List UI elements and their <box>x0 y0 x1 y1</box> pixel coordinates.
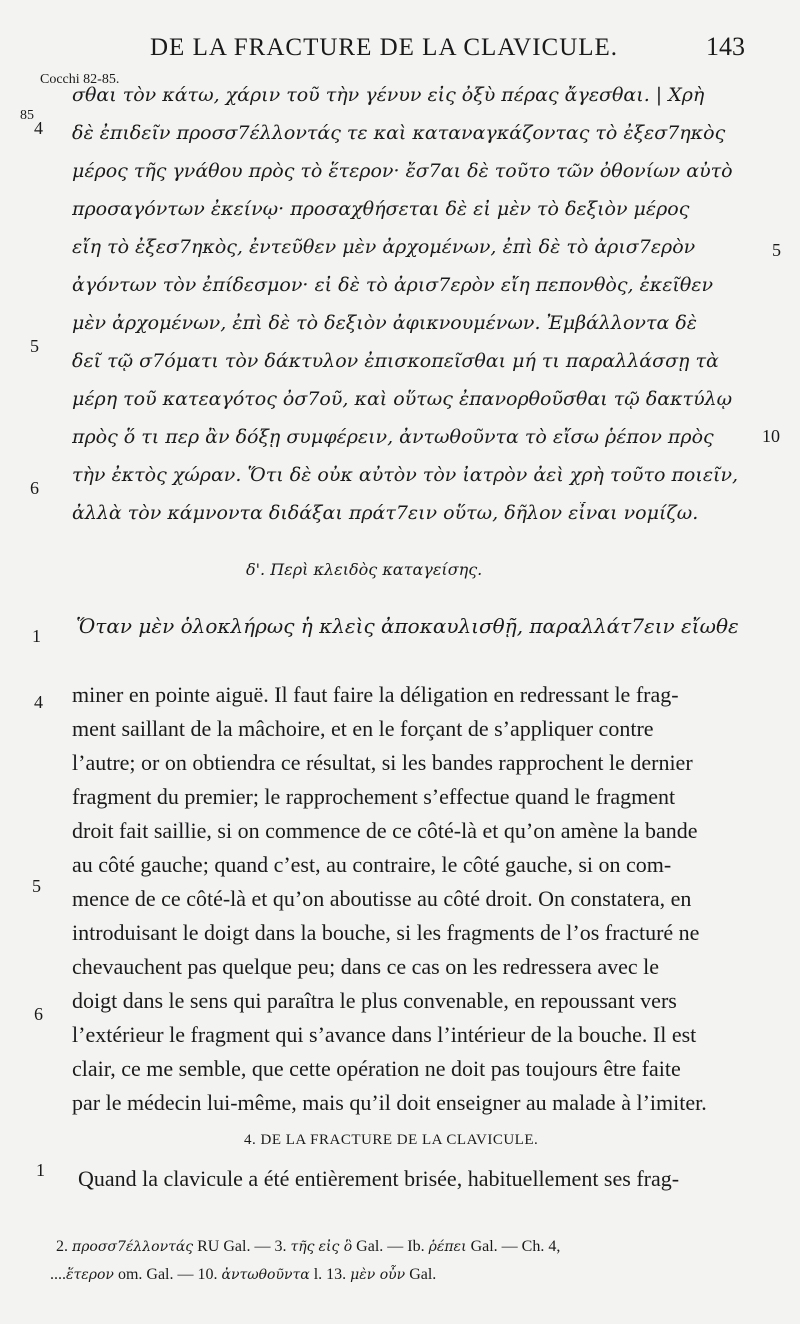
french-text-line: mence de ce côté-là et qu’on aboutisse au côté droit. On constatera, en <box>72 886 692 911</box>
footnote-greek: ῥέπει <box>428 1239 467 1255</box>
french-text-line: introduisant le doigt dans la bouche, si les fragments de l’os fracturé ne <box>72 920 700 945</box>
margin-number: 1 <box>36 1160 45 1180</box>
greek-text-line: δεῖ τῷ σ7όματι τὸν δάκτυλον ἐπισκοπεῖσθαι μή τι παραλλάσσῃ τὰ <box>72 350 719 372</box>
footnote-greek: ἕτερον <box>66 1267 114 1283</box>
french-section-heading: 4. DE LA FRACTURE DE LA CLAVICULE. <box>244 1132 539 1148</box>
margin-number: 85 <box>20 108 34 123</box>
footnote-text: Gal. — Ib. <box>352 1238 429 1255</box>
footnote-text: om. Gal. — 10. <box>113 1266 222 1283</box>
footnote-text: 2. <box>56 1238 72 1255</box>
greek-text-line: μὲν ἀρχομένων, ἐπὶ δὲ τὸ δεξιὸν ἀφικνουμένων. Ἐμβάλλοντα δὲ <box>72 312 697 334</box>
margin-number: 6 <box>30 478 39 498</box>
french-text-line: doigt dans le sens qui paraîtra le plus convenable, en repoussant vers <box>72 988 677 1013</box>
page-number: 143 <box>706 32 745 61</box>
footnote-text: RU Gal. — 3. <box>193 1238 291 1255</box>
footnote-greek: ἀντωθοῦντα <box>221 1267 310 1283</box>
french-text-line: au côté gauche; quand c’est, au contraire, le côté gauche, si on com- <box>72 852 672 877</box>
margin-number: 5 <box>32 876 41 896</box>
greek-text-line: τὴν ἐκτὸς χώραν. Ὅτι δὲ οὐκ αὐτὸν τὸν ἰατρὸν ἀεὶ χρὴ τοῦτο ποιεῖν, <box>72 464 739 486</box>
footnote-greek: προσσ7έλλοντάς <box>72 1239 194 1255</box>
greek-text-line: μέρη τοῦ κατεαγότος ὀσ7οῦ, καὶ οὕτως ἐπανορθοῦσθαι τῷ δακτύλῳ <box>72 388 733 410</box>
french-text-line: Quand la clavicule a été entièrement brisée, habituellement ses frag- <box>78 1166 680 1191</box>
french-text-line: fragment du premier; le rapprochement s’effectue quand le fragment <box>72 784 676 809</box>
footnote-greek: τῆς <box>290 1239 315 1255</box>
greek-text-line: πρὸς ὅ τι περ ἂν δόξῃ συμφέρειν, ἀντωθοῦντα τὸ εἴσω ῥέπον πρὸς <box>72 426 714 448</box>
footnote-text: Gal. — Ch. 4, <box>466 1238 561 1255</box>
greek-text-line: Ὅταν μὲν ὁλοκλήρως ἡ κλεὶς ἀποκαυλισθῇ, παραλλάτ7ειν εἴωθε <box>76 614 739 638</box>
greek-section-heading: δ'. Περὶ κλειδὸς καταγείσης. <box>246 560 483 579</box>
french-text-line: chevauchent pas quelque peu; dans ce cas on les redressera avec le <box>72 954 659 979</box>
running-title: DE LA FRACTURE DE LA CLAVICULE. <box>150 34 619 61</box>
footnote-line <box>50 1266 770 1284</box>
french-text-line: miner en pointe aiguë. Il faut faire la déligation en redressant le frag- <box>72 682 679 707</box>
french-text-line: clair, ce me semble, que cette opération ne doit pas toujours être faite <box>72 1056 681 1081</box>
french-text-line: l’autre; or on obtiendra ce résultat, si les bandes rapprochent le dernier <box>72 750 693 775</box>
greek-text-line: σθαι τὸν κάτω, χάριν τοῦ τὴν γένυν εἰς ὀξὺ πέρας ἄγεσθαι. | Χρὴ <box>72 84 705 106</box>
greek-text-line: προσαγόντων ἐκείνῳ· προσαχθήσεται δὲ εἰ μὲν τὸ δεξιὸν μέρος <box>72 198 690 220</box>
footnote-line <box>56 1238 776 1256</box>
footnote-greek: εἰς ὃ <box>318 1239 353 1255</box>
french-text-line: l’extérieur le fragment qui s’avance dans l’intérieur de la bouche. Il est <box>72 1022 697 1047</box>
french-text-line: ment saillant de la mâchoire, et en le forçant de s’appliquer contre <box>72 716 654 741</box>
margin-number: 4 <box>34 692 43 712</box>
footnote-text: .... <box>50 1266 66 1283</box>
margin-number: 6 <box>34 1004 43 1024</box>
margin-number: 4 <box>34 118 43 138</box>
greek-text-line: εἴη τὸ ἐξεσ7ηκὸς, ἐντεῦθεν μὲν ἀρχομένων, ἐπὶ δὲ τὸ ἀρισ7ερὸν <box>72 236 696 258</box>
footnote-text: Gal. <box>405 1266 437 1283</box>
greek-text-line: μέρος τῆς γνάθου πρὸς τὸ ἕτερον· ἔσ7αι δὲ τοῦτο τῶν ὀθονίων αὐτὸ <box>72 160 733 182</box>
greek-text-line: ἀλλὰ τὸν κάμνοντα διδάξαι πράτ7ειν οὕτω, δῆλον εἶναι νομίζω. <box>72 502 699 524</box>
greek-text-line: ἀγόντων τὸν ἐπίδεσμον· εἰ δὲ τὸ ἀρισ7ερὸν εἴη πεπονθὸς, ἐκεῖθεν <box>72 274 714 296</box>
margin-number: 1 <box>32 626 41 646</box>
cocchi-reference: Cocchi 82-85. <box>40 72 120 87</box>
greek-text-line: δὲ ἐπιδεῖν προσσ7έλλοντάς τε καὶ καταναγκάζοντας τὸ ἐξεσ7ηκὸς <box>72 122 726 144</box>
footnote-text: l. 13. <box>309 1266 351 1283</box>
margin-number: 10 <box>762 426 780 446</box>
margin-number: 5 <box>30 336 39 356</box>
french-text-line: par le médecin lui-même, mais qu’il doit enseigner au malade à l’imiter. <box>72 1090 707 1115</box>
margin-number: 5 <box>772 240 781 260</box>
french-text-line: droit fait saillie, si on commence de ce côté-là et qu’on amène la bande <box>72 818 698 843</box>
footnote-greek: μὲν οὖν <box>350 1267 406 1283</box>
